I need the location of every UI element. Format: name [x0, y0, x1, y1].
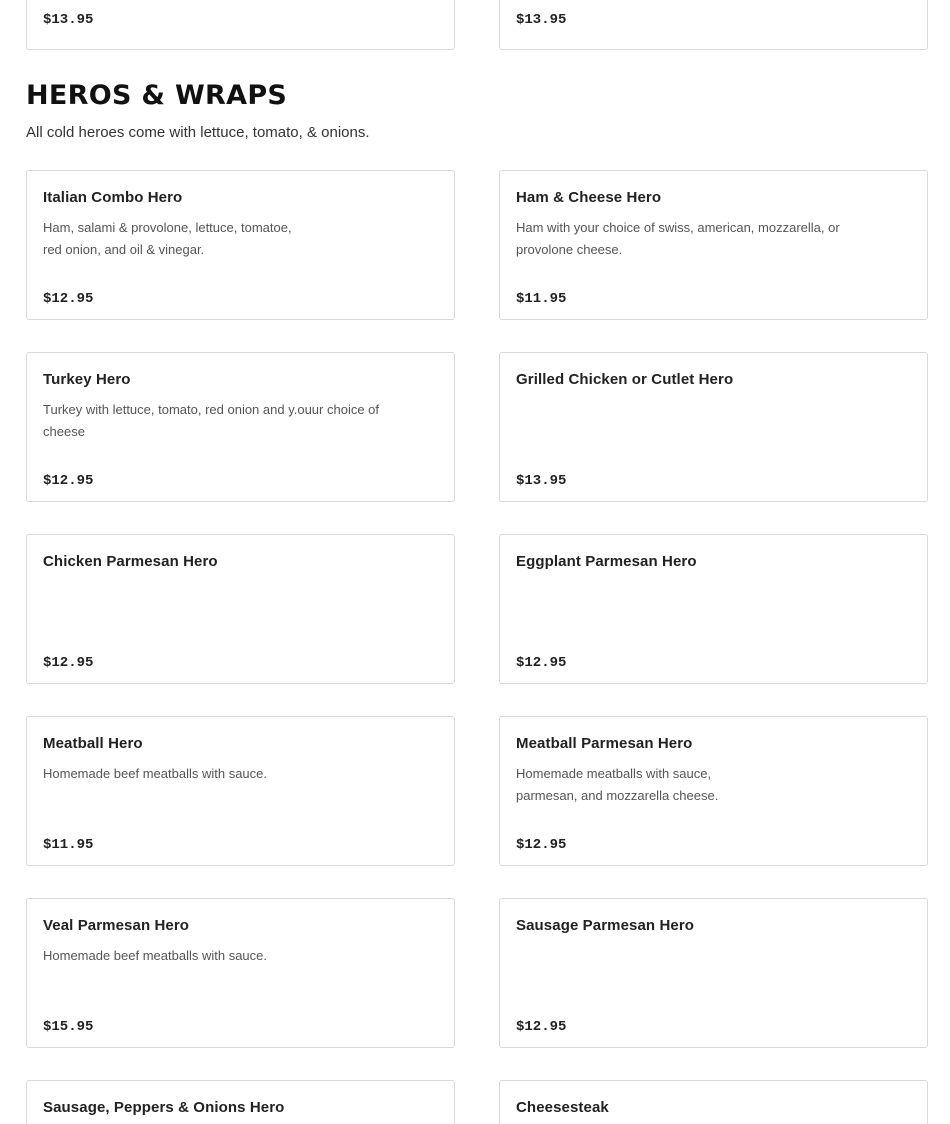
menu-item-card[interactable] — [26, 1080, 455, 1124]
item-name: Veal Parmesan Hero — [43, 917, 190, 934]
menu-item-card[interactable] — [499, 1080, 928, 1124]
menu-item-card[interactable] — [26, 170, 455, 320]
menu-item-card[interactable] — [499, 352, 928, 502]
item-name: Meatball Hero — [43, 735, 143, 752]
item-name: Sausage Parmesan Hero — [516, 917, 695, 934]
menu-item-card[interactable] — [26, 0, 455, 50]
item-description: Ham, salami & provolone, lettuce, tomatoe, red onion, and oil & vinegar. — [43, 220, 292, 257]
item-name: Grilled Chicken or Cutlet Hero — [516, 371, 734, 388]
item-name: Chicken Parmesan Hero — [43, 553, 218, 570]
item-description: Ham with your choice of swiss, american, mozzarella, or provolone cheese. — [516, 220, 840, 257]
item-name: Ham & Cheese Hero — [516, 189, 662, 206]
item-price: $12.95 — [516, 837, 567, 853]
item-price: $13.95 — [516, 473, 567, 489]
item-description: Homemade beef meatballs with sauce. — [43, 766, 268, 781]
item-name: Eggplant Parmesan Hero — [516, 553, 697, 570]
item-name: Sausage, Peppers & Onions Hero — [43, 1099, 285, 1116]
item-description: Homemade beef meatballs with sauce. — [43, 948, 268, 963]
item-price: $11.95 — [516, 291, 567, 307]
menu-item-card[interactable] — [499, 534, 928, 684]
menu-item-card[interactable] — [499, 716, 928, 866]
item-price: $12.95 — [43, 655, 94, 671]
menu-item-card[interactable] — [26, 352, 455, 502]
item-description: Turkey with lettuce, tomato, red onion and y.ouur choice of cheese — [43, 402, 380, 439]
item-price: $12.95 — [43, 473, 94, 489]
menu-item-card[interactable] — [26, 898, 455, 1048]
menu-item-card[interactable] — [499, 898, 928, 1048]
item-name: Turkey Hero — [43, 371, 131, 388]
item-name: Meatball Parmesan Hero — [516, 735, 693, 752]
item-price: $11.95 — [43, 837, 94, 853]
item-price: $12.95 — [516, 655, 567, 671]
menu-item-card[interactable] — [26, 716, 455, 866]
item-price: $15.95 — [43, 1019, 94, 1035]
menu-item-card[interactable] — [26, 534, 455, 684]
item-price: $12.95 — [43, 291, 94, 307]
section-title: HEROS & WRAPS — [26, 80, 288, 111]
item-name: Italian Combo Hero — [43, 189, 183, 206]
item-price: $13.95 — [516, 12, 567, 28]
menu-item-card[interactable] — [499, 0, 928, 50]
section-description: All cold heroes come with lettuce, tomato, & onions. — [26, 124, 370, 141]
menu-item-card[interactable] — [499, 170, 928, 320]
item-name: Cheesesteak — [516, 1099, 609, 1116]
item-description: Homemade meatballs with sauce, parmesan, and mozzarella cheese. — [516, 766, 719, 803]
item-price: $12.95 — [516, 1019, 567, 1035]
item-price: $13.95 — [43, 12, 94, 28]
